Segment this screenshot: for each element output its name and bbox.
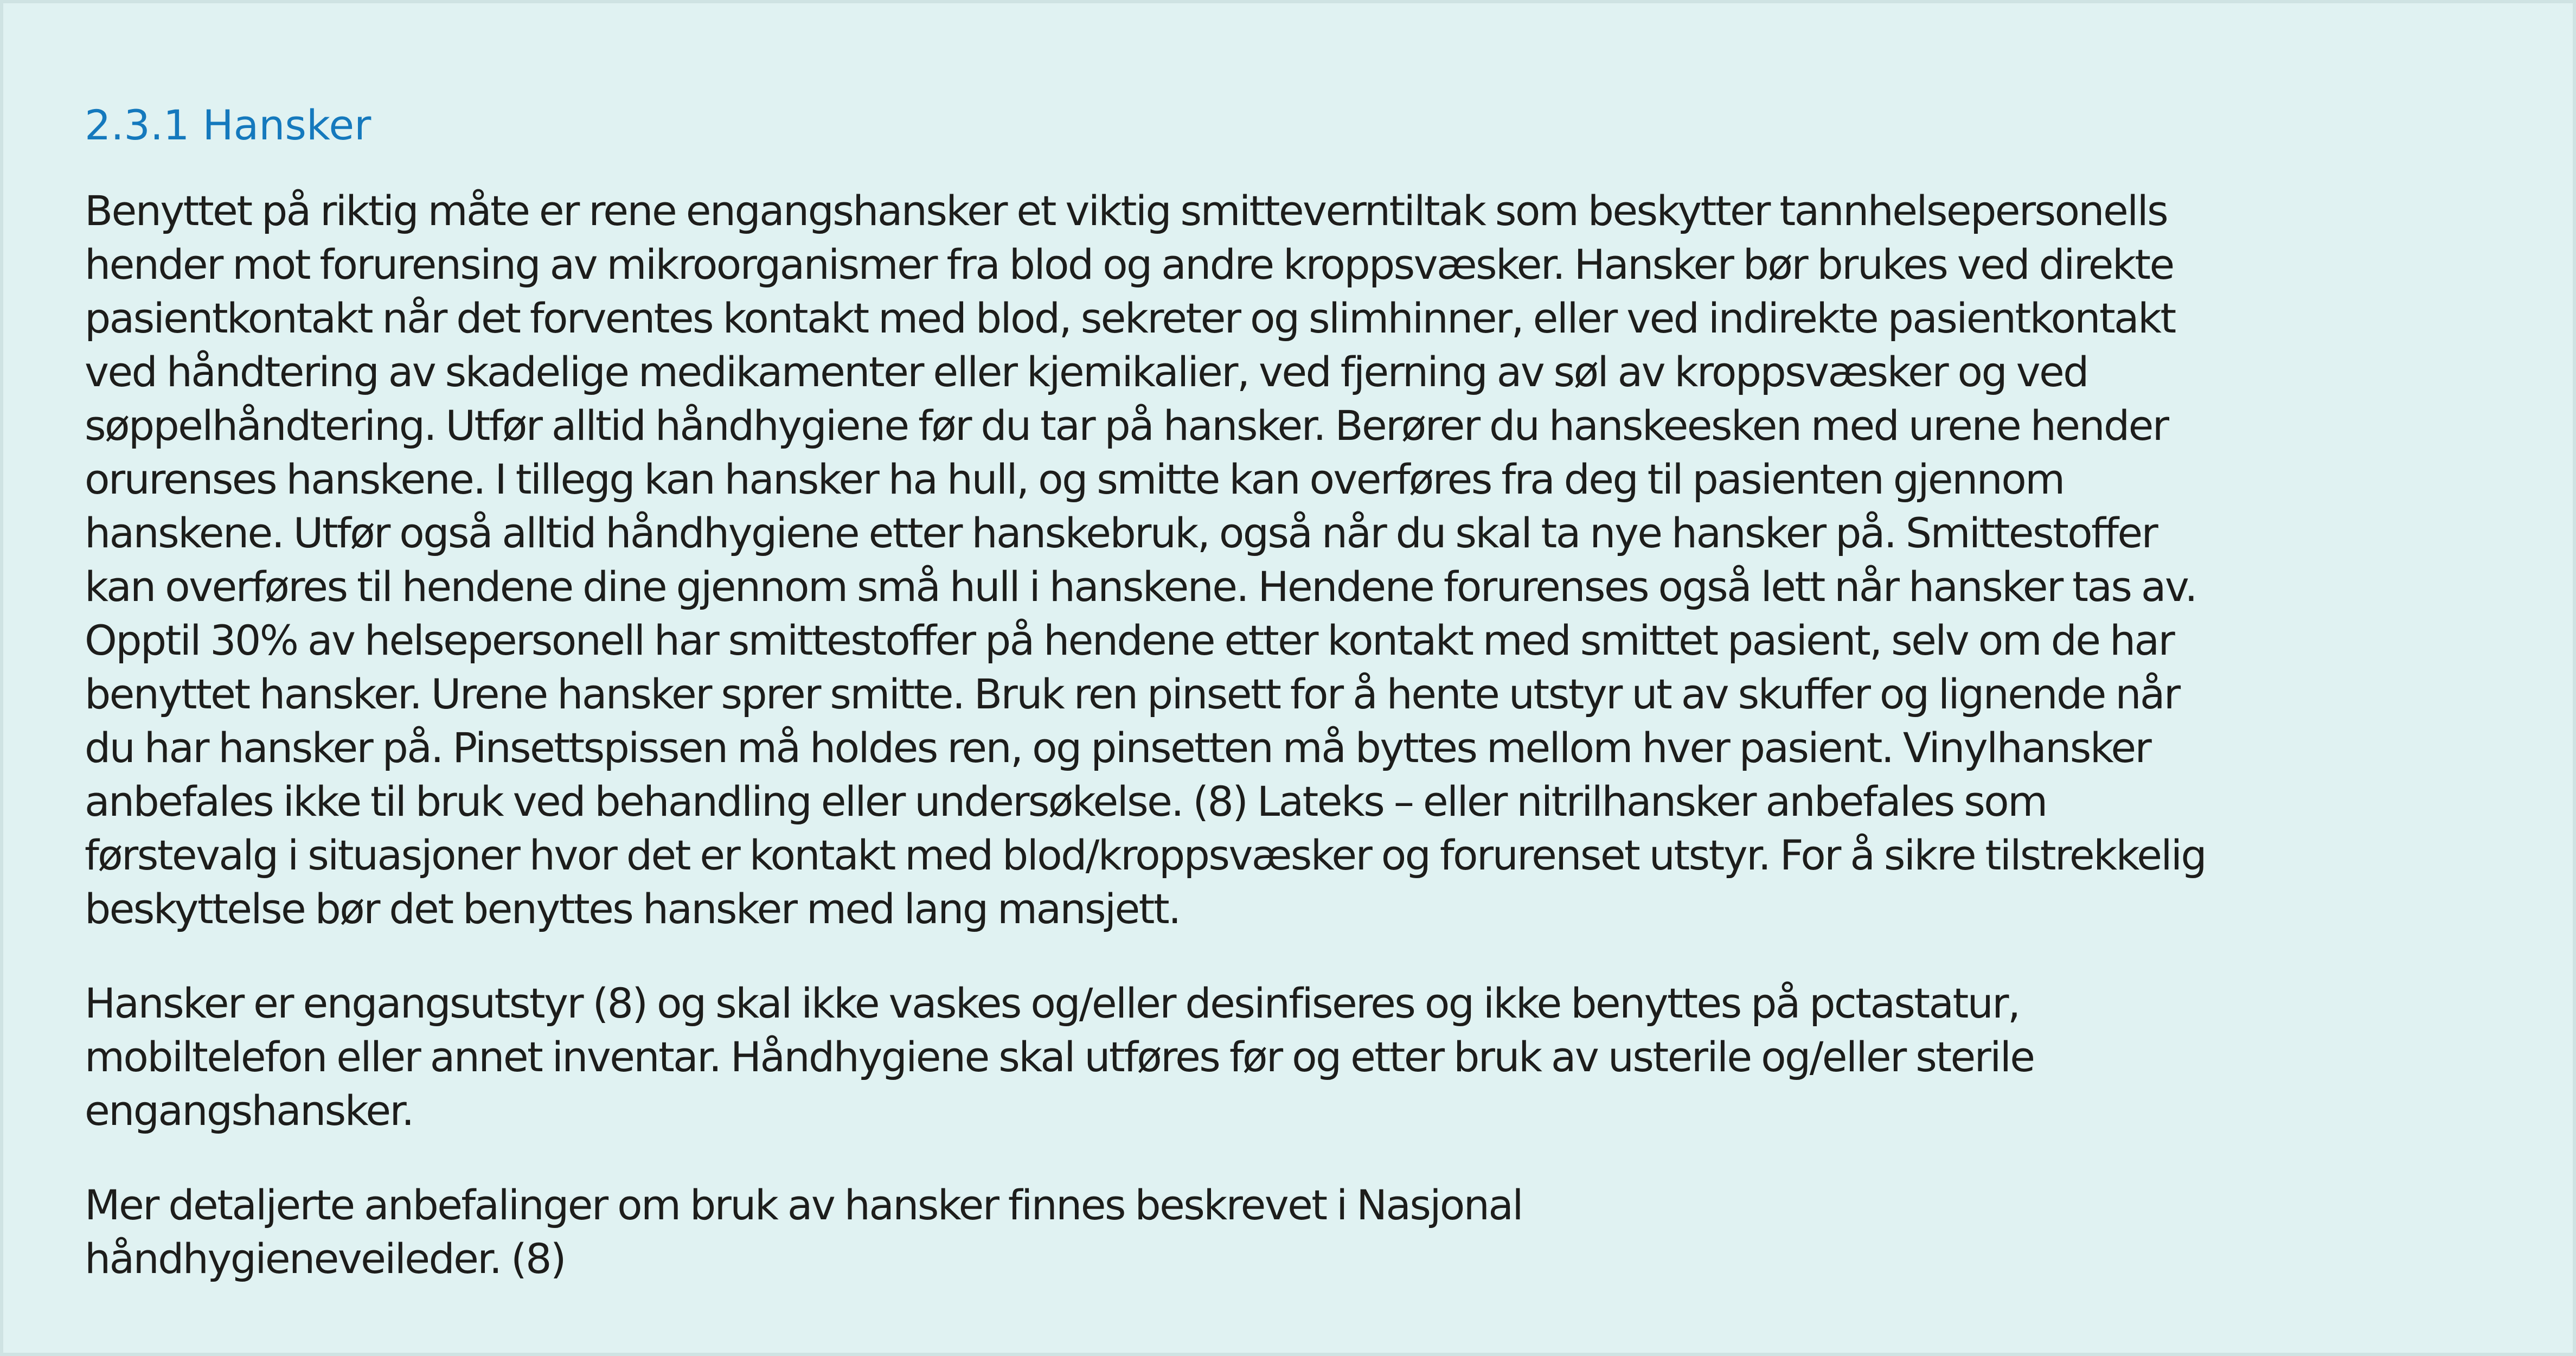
paragraph-gloves-usage: Benyttet på riktig måte er rene engangshansker et viktig smitteverntiltak som beskytter tannhelsepersonells hender mot forurensing av mikroorganismer fra blod og andre kroppsvæsker. Hansker bør brukes ved direkte pasientkontakt når det forventes kontakt med blod, sekreter og slimhinner, eller ved indirekte pasientkontakt ved håndtering av skadelige medikamenter eller kjemikalier, ved fjerning av søl av kroppsvæsker og ved søppelhåndtering. Utfør alltid håndhygiene før du tar på hansker. Berører du hanskeesken med urene hender orurenses hanskene. I tillegg kan hansker ha hull, og smitte kan overføres fra deg til pasienten gjennom hanskene. Utfør også alltid håndhygiene etter hanskebruk, også når du skal ta nye hansker på. Smittestoffer kan overføres til hendene dine gjennom små hull i hanskene. Hendene forurenses også lett når hansker tas av. Opptil 30% av helsepersonell har smittestoffer på hendene etter kontakt med smittet pasient, selv om de har benyttet hansker. Urene hansker sprer smitte. Bruk ren pinsett for å hente utstyr ut av skuffer og lignende når du har hansker på. Pinsettspissen må holdes ren, og pinsetten må byttes mellom hver pasient. Vinylhansker anbefales ikke til bruk ved behandling eller undersøkelse. (8) Lateks – eller nitrilhansker anbefales som førstevalg i situasjoner hvor det er kontakt med blod/kroppsvæsker og forurenset utstyr. For å sikre tilstrekkelig beskyttelse bør det benyttes hansker med lang mansjett. (85, 187, 2206, 933)
paragraph-disposable-equipment: Hansker er engangsutstyr (8) og skal ikke vaskes og/eller desinfiseres og ikke benyttes på pctastatur, mobiltelefon eller annet inventar. Håndhygiene skal utføres før og etter bruk av usterile og/eller sterile engangshansker. (85, 979, 2034, 1135)
section-heading: 2.3.1 Hansker (85, 101, 371, 149)
paragraph-further-recommendations: Mer detaljerte anbefalinger om bruk av hansker finnes beskrevet i Nasjonal håndhygieneveileder. (8) (85, 1181, 1522, 1283)
